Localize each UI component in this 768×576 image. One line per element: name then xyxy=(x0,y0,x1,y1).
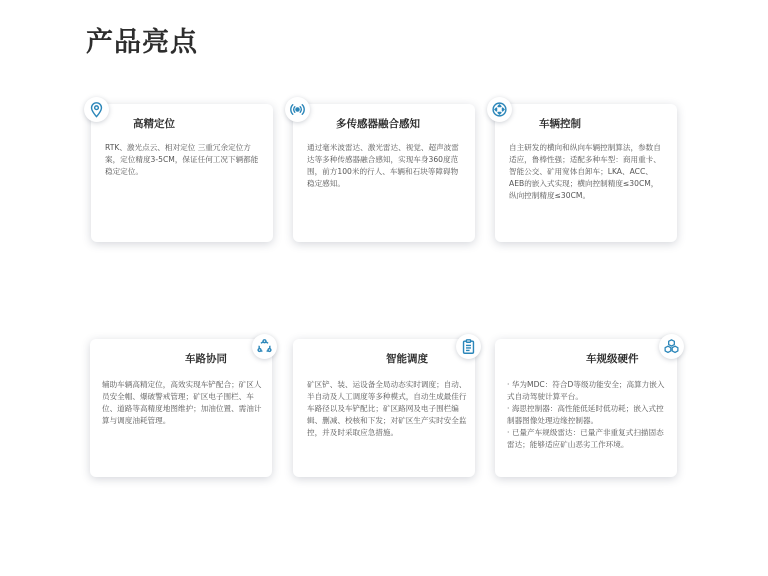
page-title: 产品亮点 xyxy=(86,27,198,58)
card-body: 矿区铲、装、运设备全局动态实时调度；自动、半自动及人工调度等多种模式，自动生成最佳行车路径以及车铲配比；矿区路网及电子围栏编辑、删减、校核和下发；对矿区生产实时安全监控，并及时采取应急措施。 xyxy=(307,380,467,437)
card-title: 智能调度 xyxy=(386,353,428,365)
network-cycle-icon xyxy=(252,334,277,359)
card-title: 车路协同 xyxy=(185,353,227,365)
card-body: 辅助车辆高精定位，高效实现车铲配合；矿区人员安全帽、爆破警戒管理；矿区电子围栏、车位、道路等高精度地图维护；加油位置、需油计算与调度油耗管理。 xyxy=(102,380,262,425)
card-body: RTK、激光点云、相对定位 三重冗余定位方案，定位精度3-5CM，保证任何工况下辆都能稳定定位。 xyxy=(105,143,259,176)
feature-card-vehicle-control xyxy=(495,104,677,242)
feature-card-vehicle-road-coordination xyxy=(90,339,272,477)
card-title: 高精定位 xyxy=(133,118,175,130)
feature-card-positioning xyxy=(91,104,273,242)
card-title: 多传感器融合感知 xyxy=(336,118,420,130)
card-title: 车辆控制 xyxy=(539,118,581,130)
card-title: 车规级硬件 xyxy=(586,353,639,365)
card-body: 通过毫米波雷达、激光雷达、视觉、超声波雷达等多种传感器融合感知，实现车身360度范围，前方100米的行人、车辆和石块等障碍物稳定感知。 xyxy=(307,143,459,188)
card-body: · 华为MDC：符合D等级功能安全；高算力嵌入式自动驾驶计算平台。 · 海思控制器：高性能低延时低功耗；嵌入式控制器图像处理边缘控制器。 · 已量产车规级雷达：已量产非重复式扫描固态雷达；能够适应矿山恶劣工作环境。 xyxy=(507,380,665,449)
card-body: 自主研发的横向和纵向车辆控制算法，参数自适应，鲁棒性强；适配多种车型：商用重卡、智能公交、矿用宽体自卸车；LKA、ACC、AEB的嵌入式实现；横向控制精度≤30CM，纵向控制精度≤30CM。 xyxy=(509,143,661,200)
hardware-cubes-icon xyxy=(659,334,684,359)
feature-card-sensor-fusion xyxy=(293,104,475,242)
sensor-signal-icon xyxy=(285,97,310,122)
steering-control-icon xyxy=(487,97,512,122)
feature-card-automotive-hardware xyxy=(495,339,677,477)
clipboard-list-icon xyxy=(456,334,481,359)
feature-card-smart-dispatch xyxy=(293,339,475,477)
location-pin-icon xyxy=(84,97,109,122)
